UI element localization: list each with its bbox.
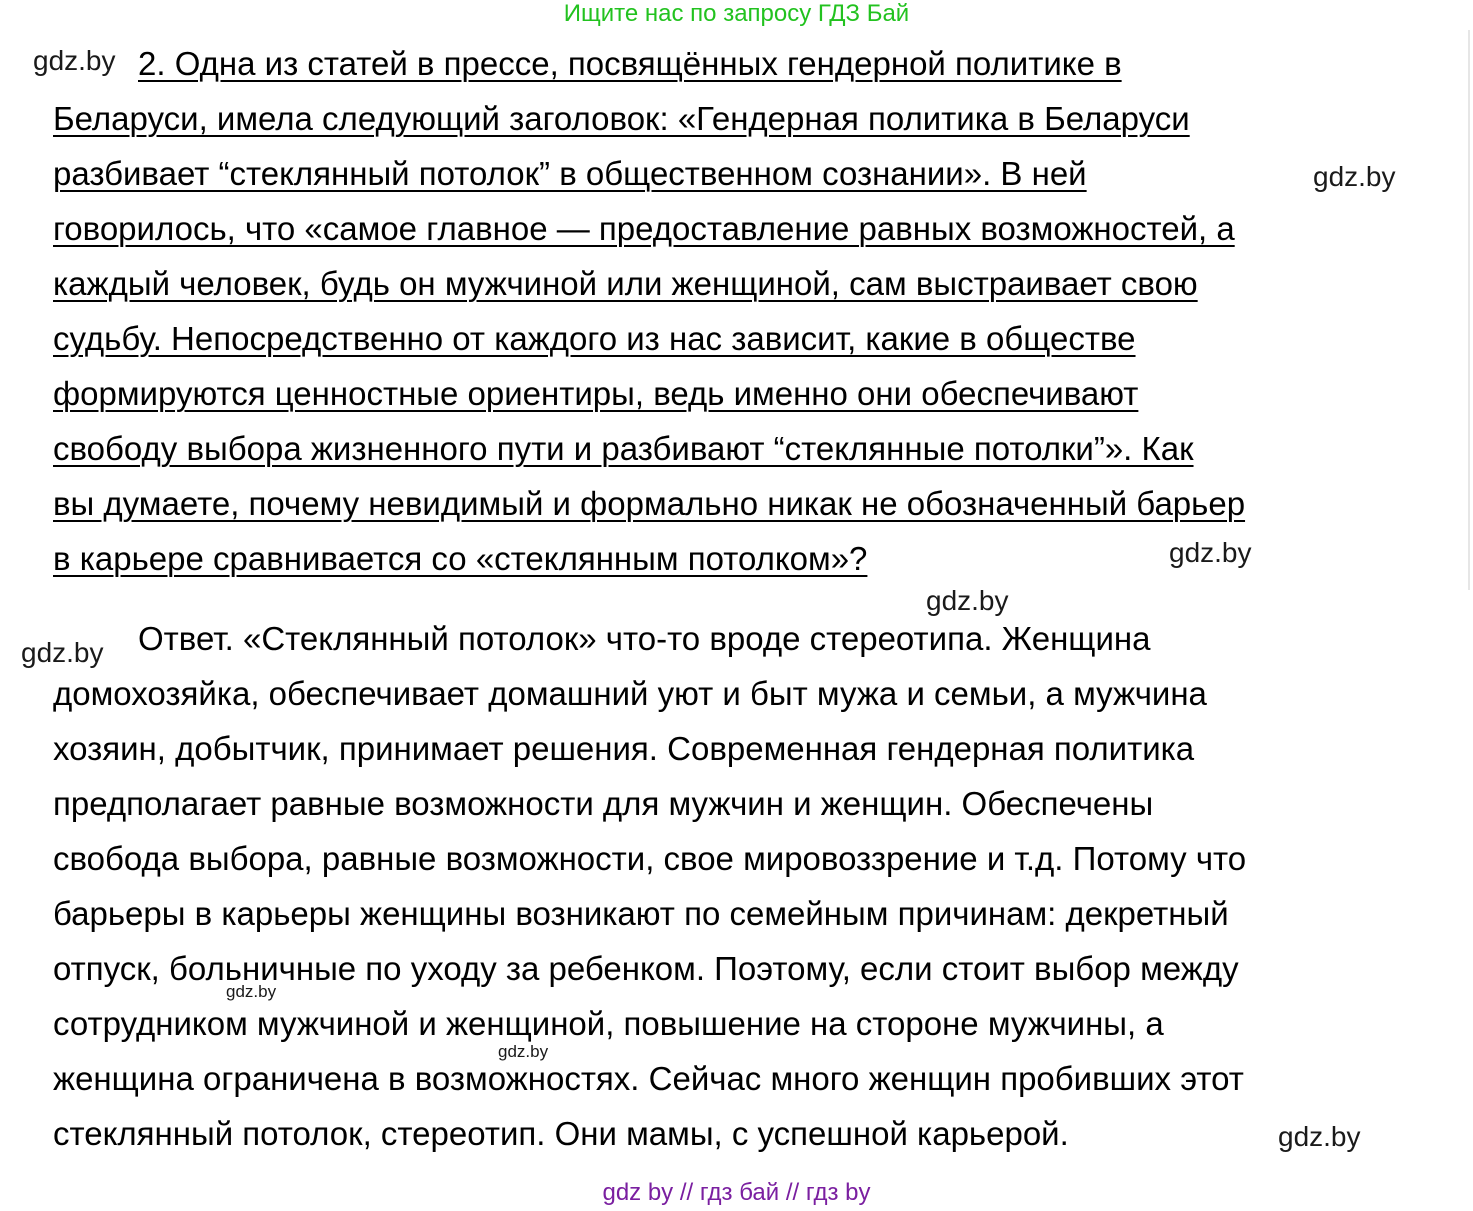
question-line: свободу выбора жизненного пути и разбивают “стеклянные потолки”». Как xyxy=(53,430,1194,467)
watermark: gdz.by xyxy=(1278,1121,1361,1152)
question-line: в карьере сравнивается со «стеклянным потолком»? xyxy=(53,540,868,577)
question-line: формируются ценностные ориентиры, ведь именно они обеспечивают xyxy=(53,375,1139,412)
question-line: судьбу. Непосредственно от каждого из нас зависит, какие в обществе xyxy=(53,320,1136,357)
answer-line: барьеры в карьеры женщины возникают по семейным причинам: декретный xyxy=(53,895,1229,932)
answer-text xyxy=(53,611,1458,1161)
answer-line: отпуск, больничные по уходу за ребенком. Поэтому, если стоит выбор между xyxy=(53,950,1239,987)
question-line: говорилось, что «самое главное — предоставление равных возможностей, а xyxy=(53,210,1235,247)
watermark: gdz.by xyxy=(926,585,1009,616)
question-line: разбивает “стеклянный потолок” в общественном сознании». В ней xyxy=(53,155,1087,192)
watermark: gdz.by xyxy=(21,637,104,668)
watermark: gdz.by xyxy=(33,45,116,76)
page-edge-divider xyxy=(1468,30,1470,590)
watermark: gdz.by xyxy=(1313,161,1396,192)
answer-line: сотрудником мужчиной и женщиной, повышение на стороне мужчины, а xyxy=(53,1005,1164,1042)
answer-line: стеклянный потолок, стереотип. Они мамы, с успешной карьерой. xyxy=(53,1115,1069,1152)
footer-links: gdz by // гдз бай // гдз by xyxy=(602,1179,871,1206)
watermark: gdz.by xyxy=(1169,537,1252,568)
question-text xyxy=(53,36,1458,586)
answer-line: предполагает равные возможности для мужчин и женщин. Обеспечены xyxy=(53,785,1154,822)
question-line: 2. Одна из статей в прессе, посвящённых гендерной политике в xyxy=(138,45,1122,82)
question-line: Беларуси, имела следующий заголовок: «Гендерная политика в Беларуси xyxy=(53,100,1190,137)
watermark: gdz.by xyxy=(498,1042,549,1061)
answer-line: Ответ. «Стеклянный потолок» что-то вроде стереотипа. Женщина xyxy=(138,620,1151,657)
answer-line: хозяин, добытчик, принимает решения. Современная гендерная политика xyxy=(53,730,1195,767)
question-line: вы думаете, почему невидимый и формально никак не обозначенный барьер xyxy=(53,485,1246,522)
watermark: gdz.by xyxy=(226,982,277,1001)
answer-line: свобода выбора, равные возможности, свое мировоззрение и т.д. Потому что xyxy=(53,840,1247,877)
answer-line: домохозяйка, обеспечивает домашний уют и быт мужа и семьи, а мужчина xyxy=(53,675,1207,712)
top-banner: Ищите нас по запросу ГДЗ Бай xyxy=(563,0,910,27)
answer-line: женщина ограничена в возможностях. Сейчас много женщин пробивших этот xyxy=(53,1060,1244,1097)
question-line: каждый человек, будь он мужчиной или женщиной, сам выстраивает свою xyxy=(53,265,1198,302)
